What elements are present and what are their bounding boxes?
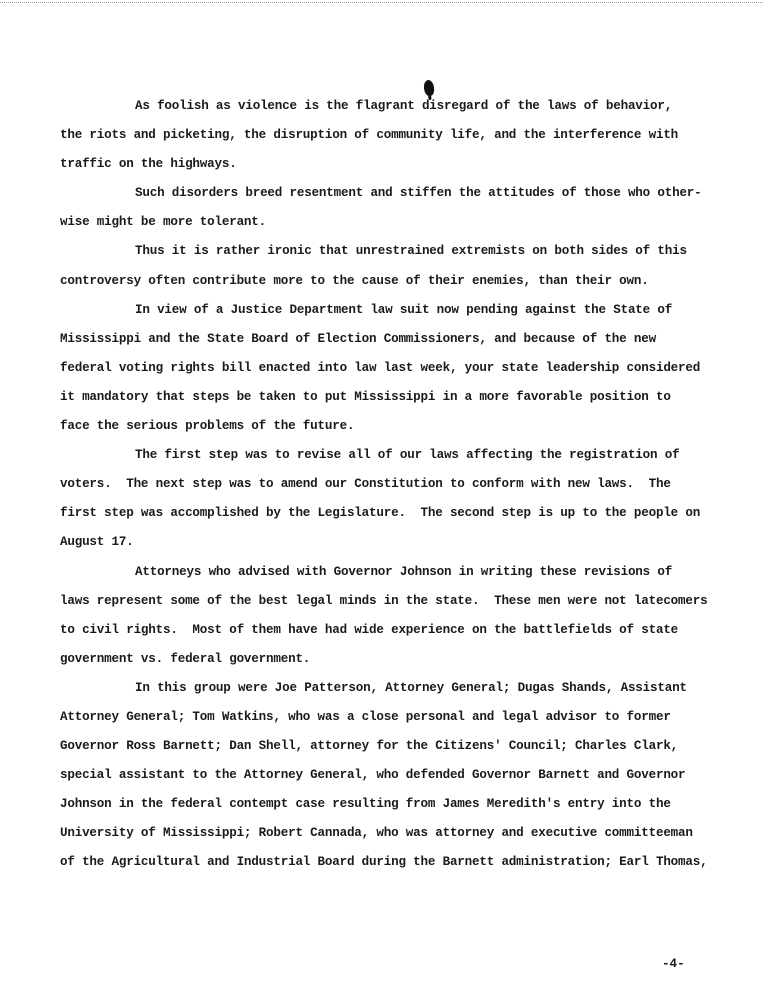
text-line: traffic on the highways. [60,157,237,172]
text-line: it mandatory that steps be taken to put Mississippi in a more favorable position to [60,389,671,404]
text-line: the riots and picketing, the disruption of community life, and the interference with [60,128,679,143]
text-line: laws represent some of the best legal minds in the state. These men were not latecomers [60,593,708,608]
text-line: to civil rights. Most of them have had wide experience on the battlefields of state [60,622,679,637]
text-line: Attorneys who advised with Governor Johnson in writing these revisions of [135,564,673,579]
text-line: special assistant to the Attorney General, who defended Governor Barnett and Governor [60,768,686,783]
text-line: federal voting rights bill enacted into law last week, your state leadership considered [60,360,701,375]
text-line: Attorney General; Tom Watkins, who was a close personal and legal advisor to former [60,709,671,724]
text-line: voters. The next step was to amend our Constitution to conform with new laws. The [60,477,671,492]
text-line: controversy often contribute more to the cause of their enemies, than their own. [60,273,649,288]
text-line: first step was accomplished by the Legislature. The second step is up to the people on [60,506,701,521]
text-line: Such disorders breed resentment and stiffen the attitudes of those who other- [135,186,702,201]
text-line: University of Mississippi; Robert Cannada, who was attorney and executive committeeman [60,826,693,841]
text-line: wise might be more tolerant. [60,215,267,230]
page-top-border [0,2,763,3]
text-line: In view of a Justice Department law suit now pending against the State of [135,302,673,317]
text-line: In this group were Joe Patterson, Attorney General; Dugas Shands, Assistant [135,680,687,695]
text-line: face the serious problems of the future. [60,419,355,434]
text-line: August 17. [60,535,134,550]
text-line: Johnson in the federal contempt case resulting from James Meredith's entry into the [60,797,671,812]
document-body [60,92,725,878]
text-line: Thus it is rather ironic that unrestrained extremists on both sides of this [135,244,687,259]
page-number: -4- [662,957,685,971]
text-line: government vs. federal government. [60,651,311,666]
text-line: As foolish as violence is the flagrant disregard of the laws of behavior, [135,99,673,113]
text-line: Mississippi and the State Board of Election Commissioners, and because of the new [60,331,656,346]
text-line: The first step was to revise all of our laws affecting the registration of [135,448,680,463]
text-line: of the Agricultural and Industrial Board during the Barnett administration; Earl Thomas, [60,855,708,870]
text-line: Governor Ross Barnett; Dan Shell, attorney for the Citizens' Council; Charles Clark, [60,739,679,754]
